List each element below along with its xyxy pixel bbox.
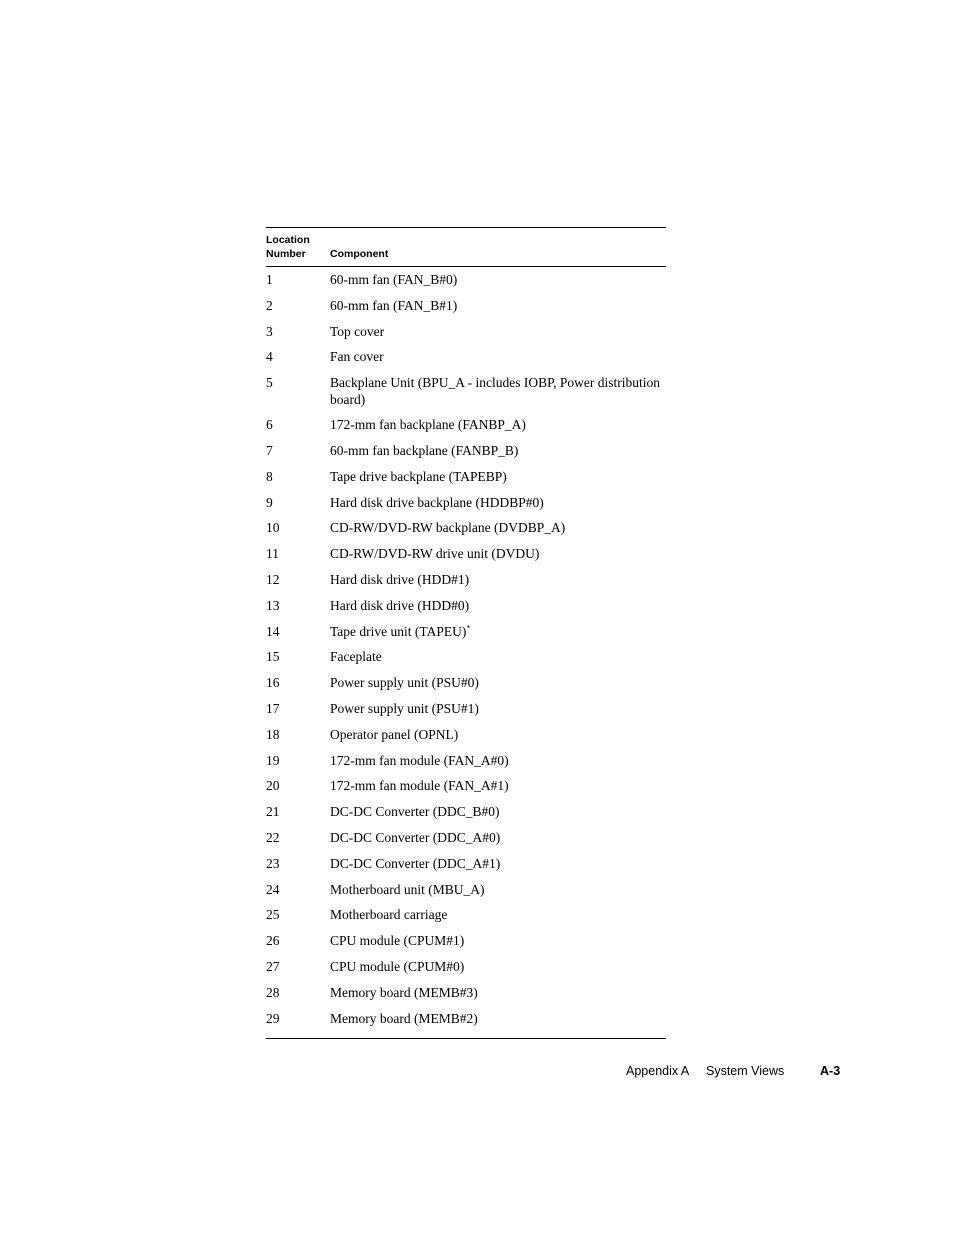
component-cell (330, 726, 666, 743)
table-row (266, 597, 666, 623)
table-row (266, 271, 666, 297)
component-text: CPU module (CPUM#0) (330, 958, 465, 974)
location-number-cell: 8 (266, 468, 273, 484)
table-row (266, 803, 666, 829)
component-text: Operator panel (OPNL) (330, 726, 459, 742)
component-cell (330, 932, 666, 949)
location-number-cell: 17 (266, 700, 280, 716)
location-number-cell: 20 (266, 778, 280, 794)
location-number-cell: 22 (266, 829, 280, 845)
component-cell (330, 571, 666, 588)
table-header (266, 228, 666, 266)
table-row (266, 348, 666, 374)
component-text: CPU module (CPUM#1) (330, 933, 465, 949)
component-text: Tape drive unit (TAPEU) (330, 623, 467, 639)
component-cell (330, 803, 666, 820)
component-cell (330, 881, 666, 898)
table-row (266, 906, 666, 932)
footer-appendix: Appendix A (626, 1064, 690, 1078)
table-row (266, 932, 666, 958)
component-text: DC-DC Converter (DDC_A#1) (330, 855, 501, 871)
table-row (266, 674, 666, 700)
component-text: Memory board (MEMB#2) (330, 1010, 478, 1026)
component-text: Backplane Unit (BPU_A - includes IOBP, Power distribution board) (330, 375, 660, 408)
location-number-cell: 7 (266, 442, 273, 458)
component-cell (330, 777, 666, 794)
component-text: Power supply unit (PSU#1) (330, 700, 479, 716)
component-text: Hard disk drive (HDD#1) (330, 571, 470, 587)
table-row (266, 855, 666, 881)
location-number-cell: 3 (266, 323, 273, 339)
table-row (266, 726, 666, 752)
location-number-cell: 12 (266, 571, 280, 587)
table-row (266, 984, 666, 1010)
header-location-number (266, 233, 330, 266)
component-text: Fan cover (330, 349, 384, 365)
component-text: 60-mm fan backplane (FANBP_B) (330, 442, 519, 458)
table-row (266, 545, 666, 571)
location-number-cell: 18 (266, 726, 280, 742)
location-number-cell: 16 (266, 675, 280, 691)
component-cell (330, 323, 666, 340)
component-text: Tape drive backplane (TAPEBP) (330, 468, 507, 484)
location-number-cell: 24 (266, 881, 280, 897)
component-cell (330, 829, 666, 846)
table-row (266, 777, 666, 803)
component-cell (330, 958, 666, 975)
table-row (266, 1010, 666, 1036)
component-cell (330, 494, 666, 511)
component-cell (330, 468, 666, 485)
component-cell (330, 597, 666, 614)
header-location-label: Location (266, 234, 310, 246)
table-body (266, 267, 666, 1038)
header-component: Component (330, 248, 389, 260)
component-cell (330, 271, 666, 288)
component-text: Power supply unit (PSU#0) (330, 675, 479, 691)
component-cell (330, 297, 666, 314)
table-row (266, 648, 666, 674)
component-cell (330, 519, 666, 536)
header-number-label: Number (266, 248, 306, 260)
component-cell (330, 648, 666, 665)
location-number-cell: 11 (266, 546, 279, 562)
component-text: DC-DC Converter (DDC_A#0) (330, 829, 501, 845)
component-text: Motherboard unit (MBU_A) (330, 881, 485, 897)
component-text: CD-RW/DVD-RW drive unit (DVDU) (330, 546, 540, 562)
location-number-cell: 1 (266, 272, 273, 287)
location-number-cell: 2 (266, 297, 273, 313)
location-number-cell: 6 (266, 417, 273, 433)
component-cell (330, 623, 666, 640)
table-row (266, 752, 666, 778)
component-text: Top cover (330, 323, 385, 339)
location-number-cell: 4 (266, 349, 273, 365)
component-cell (330, 348, 666, 365)
table-bottom-rule (266, 1038, 666, 1039)
table-row (266, 623, 666, 649)
table-row (266, 519, 666, 545)
location-number-cell: 13 (266, 597, 280, 613)
component-text: Memory board (MEMB#3) (330, 984, 478, 1000)
location-number-cell: 29 (266, 1010, 280, 1026)
table-row (266, 323, 666, 349)
component-text: Hard disk drive backplane (HDDBP#0) (330, 494, 544, 510)
location-number-cell: 19 (266, 752, 280, 768)
location-number-cell: 14 (266, 623, 280, 639)
component-text: 60-mm fan (FAN_B#1) (330, 297, 458, 313)
component-text: 172-mm fan module (FAN_A#0) (330, 752, 509, 768)
component-cell (330, 906, 666, 923)
component-text: Faceplate (330, 649, 382, 665)
table-row (266, 700, 666, 726)
location-number-cell: 28 (266, 984, 280, 1000)
footer-section-title: System Views (706, 1064, 785, 1078)
location-number-cell: 26 (266, 933, 280, 949)
table-row (266, 881, 666, 907)
location-number-cell: 15 (266, 649, 280, 665)
component-text: 172-mm fan module (FAN_A#1) (330, 778, 509, 794)
location-number-cell: 23 (266, 855, 280, 871)
table-row (266, 297, 666, 323)
location-number-cell: 5 (266, 375, 273, 391)
table-row (266, 416, 666, 442)
table-row (266, 958, 666, 984)
location-number-cell: 9 (266, 494, 273, 510)
component-cell (330, 674, 666, 691)
component-cell (330, 700, 666, 717)
component-cell (330, 752, 666, 769)
component-text: Hard disk drive (HDD#0) (330, 597, 470, 613)
component-table (266, 227, 666, 1039)
page-number: A-3 (820, 1064, 841, 1078)
component-text: DC-DC Converter (DDC_B#0) (330, 804, 500, 820)
component-cell (330, 416, 666, 433)
component-cell (330, 545, 666, 562)
component-cell (330, 1010, 666, 1027)
location-number-cell: 27 (266, 958, 280, 974)
table-row (266, 494, 666, 520)
table-row (266, 571, 666, 597)
table-row (266, 829, 666, 855)
location-number-cell: 10 (266, 520, 280, 536)
table-row (266, 374, 666, 416)
component-cell (330, 442, 666, 459)
component-text: 60-mm fan (FAN_B#0) (330, 272, 458, 287)
location-number-cell: 25 (266, 907, 280, 923)
component-cell (330, 984, 666, 1001)
component-text: Motherboard carriage (330, 907, 448, 923)
table-row (266, 468, 666, 494)
table-row (266, 442, 666, 468)
location-number-cell: 21 (266, 804, 280, 820)
component-text: CD-RW/DVD-RW backplane (DVDBP_A) (330, 520, 566, 536)
footnote-marker: * (466, 623, 471, 633)
component-cell (330, 855, 666, 872)
component-text: 172-mm fan backplane (FANBP_A) (330, 417, 526, 433)
component-cell (330, 374, 666, 408)
